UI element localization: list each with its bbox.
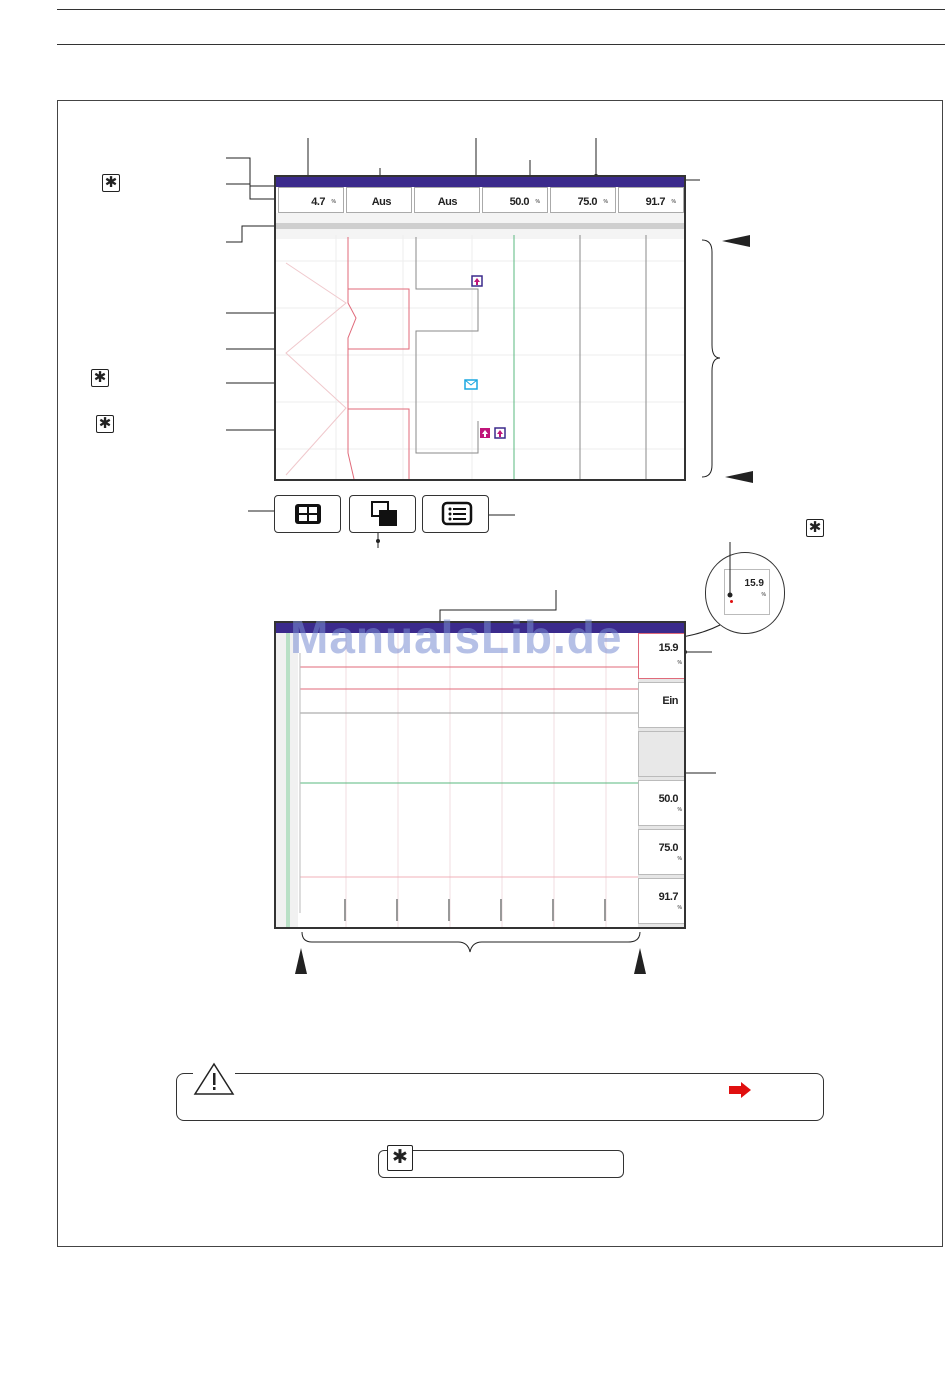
unit: % [677, 856, 682, 862]
callout-unit: % [761, 592, 766, 598]
asterisk-icon: ✱ [96, 415, 114, 433]
value: 50.0 [509, 196, 529, 208]
value: Aus [437, 196, 457, 208]
unit: % [603, 199, 608, 205]
title-bar [276, 177, 684, 187]
channel-value-6[interactable] [618, 187, 684, 213]
side-value-2[interactable] [638, 682, 686, 728]
unit: % [677, 660, 682, 666]
window-switch-button[interactable] [349, 495, 416, 533]
value: 91.7 [645, 196, 665, 208]
value: 91.7 [658, 891, 678, 903]
curve-area [276, 633, 638, 927]
unit: % [671, 199, 676, 205]
side-value-3[interactable] [638, 731, 686, 777]
side-value-4[interactable] [638, 780, 686, 826]
value: 75.0 [577, 196, 597, 208]
warning-triangle-icon [193, 1062, 235, 1098]
asterisk-icon: ✱ [91, 369, 109, 387]
watermark: ManualsLib.de [290, 611, 623, 663]
value: Aus [371, 196, 391, 208]
side-value-5[interactable] [638, 829, 686, 875]
side-panel [638, 633, 686, 927]
value: 15.9 [658, 642, 678, 654]
unit: % [331, 199, 336, 205]
side-value-1[interactable] [638, 633, 686, 679]
value: Ein [662, 695, 678, 707]
value: 75.0 [658, 842, 678, 854]
overlap-windows-icon [350, 496, 414, 531]
channel-value-5[interactable] [550, 187, 616, 213]
warning-box [176, 1073, 824, 1121]
asterisk-icon: ✱ [806, 519, 824, 537]
callout-value: 15.9 [744, 578, 764, 589]
unit: % [677, 807, 682, 813]
side-value-6[interactable] [638, 878, 686, 924]
asterisk-icon: ✱ [387, 1145, 413, 1171]
list-icon [423, 496, 487, 531]
channel-value-4[interactable] [482, 187, 548, 213]
unit: % [535, 199, 540, 205]
asterisk-icon: ✱ [102, 174, 120, 192]
note-box [378, 1146, 624, 1178]
channel-value-2[interactable] [346, 187, 412, 213]
unit: % [677, 905, 682, 911]
overview-grid-button[interactable] [274, 495, 341, 533]
list-view-button[interactable] [422, 495, 489, 533]
recorder-screen-vertical-view [274, 621, 686, 929]
value: 50.0 [658, 793, 678, 805]
channel-value-1[interactable] [278, 187, 344, 213]
recorder-screen-curve-view [274, 175, 686, 481]
channel-value-3[interactable] [414, 187, 480, 213]
value: 4.7 [311, 196, 325, 208]
red-arrow-icon [729, 1082, 753, 1098]
curve-area [276, 213, 684, 479]
grid-icon [275, 496, 339, 531]
